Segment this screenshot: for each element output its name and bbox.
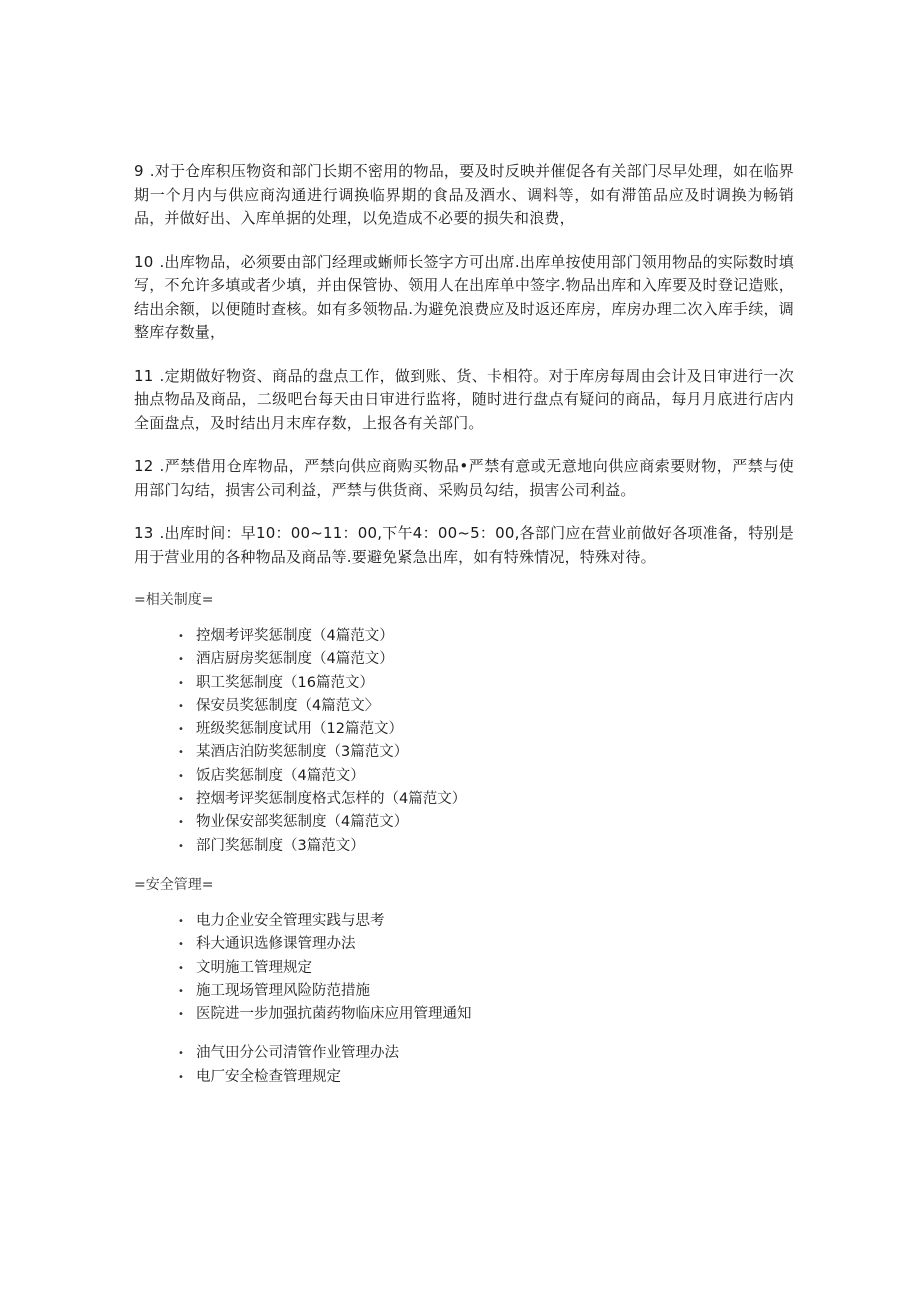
related-rule-link[interactable]: • 物业保安部奖惩制度（4篇范文） bbox=[178, 811, 794, 834]
paragraph-9 bbox=[134, 160, 794, 231]
safety-link[interactable]: • 施工现场管理风险防范措施 bbox=[178, 980, 794, 1003]
safety-link[interactable]: • 文明施工管理规定 bbox=[178, 957, 794, 980]
related-rule-link[interactable]: • 酒店厨房奖惩制度（4篇范文） bbox=[178, 648, 794, 671]
safety-management-list-continued bbox=[178, 1042, 794, 1089]
paragraph-12 bbox=[134, 455, 794, 502]
paragraph-10 bbox=[134, 251, 794, 345]
paragraph-number: 13 bbox=[134, 524, 154, 542]
safety-management-list bbox=[178, 910, 794, 1026]
safety-link[interactable]: • 油气田分公司清管作业管理办法 bbox=[178, 1042, 794, 1065]
paragraph-text: .定期做好物资、商品的盘点工作，做到账、货、卡相符。对于库房每周由会计及日审进行一次抽点物品及商品，二级吧台每天由日审进行监将，随时进行盘点有疑问的商品，每月月底进行店内全面盘点，及时结出月末库存数，上报各有关部门。 bbox=[134, 366, 794, 432]
document-body bbox=[134, 160, 794, 1105]
related-rule-link[interactable]: • 职工奖惩制度（16篇范文） bbox=[178, 672, 794, 695]
related-rule-link[interactable]: • 保安员奖惩制度（4篇范文〉 bbox=[178, 695, 794, 718]
safety-link[interactable]: • 电力企业安全管理实践与思考 bbox=[178, 910, 794, 933]
safety-management-heading: =安全管理= bbox=[134, 876, 214, 893]
paragraph-number: 9 bbox=[134, 162, 144, 180]
related-rules-list bbox=[178, 625, 794, 858]
paragraph-text: .出库物品，必须要由部门经理或蜥师长签字方可出席.出库单按使用部门领用物品的实际数时填写，不允许多填或者少填，并由保管协、领用人在出库单中签字.物品出库和入库要及时登记造账，结出余额，以便随时查核。如有多领物品.为避免浪费应及时返还库房，库房办理二次入库手续，调整库存数量， bbox=[134, 252, 794, 341]
related-rule-link[interactable]: • 控烟考评奖惩制度（4篇范文） bbox=[178, 625, 794, 648]
related-rule-link[interactable]: • 控烟考评奖惩制度格式怎样的（4篇范文） bbox=[178, 788, 794, 811]
related-rule-link[interactable]: • 饭店奖惩制度（4篇范文） bbox=[178, 765, 794, 788]
paragraph-number: 12 bbox=[134, 457, 154, 475]
safety-link[interactable]: • 医院进一步加强抗菌药物临床应用管理通知 bbox=[178, 1003, 794, 1026]
paragraph-text: .出库时间：早10：00~11：00,下午4：00~5：00,各部门应在营业前做好各项准备，特别是用于营业用的各种物品及商品等.要避免紧急出库，如有特殊情况，特殊对待。 bbox=[134, 524, 794, 566]
paragraph-number: 11 bbox=[134, 366, 154, 385]
safety-link[interactable]: • 电厂安全检查管理规定 bbox=[178, 1066, 794, 1089]
paragraph-11 bbox=[134, 365, 794, 436]
related-rules-heading: =相关制度= bbox=[134, 592, 214, 608]
paragraph-number: 10 bbox=[134, 252, 154, 271]
safety-link[interactable]: • 科大通识选修课管理办法 bbox=[178, 933, 794, 956]
related-rule-link[interactable]: • 某酒店泊防奖惩制度（3篇范文） bbox=[178, 741, 794, 764]
related-rule-link[interactable]: • 部门奖惩制度（3篇范文） bbox=[178, 835, 794, 858]
related-rule-link[interactable]: • 班级奖惩制度试用（12篇范文） bbox=[178, 718, 794, 741]
paragraph-text: .对于仓库积压物资和部门长期不密用的物品，要及时反映并催促各有关部门尽早处理，如在临界期一个月内与供应商沟通进行调换临界期的食品及酒水、调料等，如有滞笛品应及时调换为畅销品，并做好出、入库单据的处理，以免造成不必要的损失和浪费， bbox=[134, 162, 794, 227]
paragraph-13 bbox=[134, 522, 794, 569]
paragraph-text: .严禁借用仓库物品，严禁向供应商购买物品•严禁有意或无意地向供应商索要财物，严禁与使用部门勾结，损害公司利益，严禁与供货商、采购员勾结，损害公司利益。 bbox=[134, 457, 794, 499]
